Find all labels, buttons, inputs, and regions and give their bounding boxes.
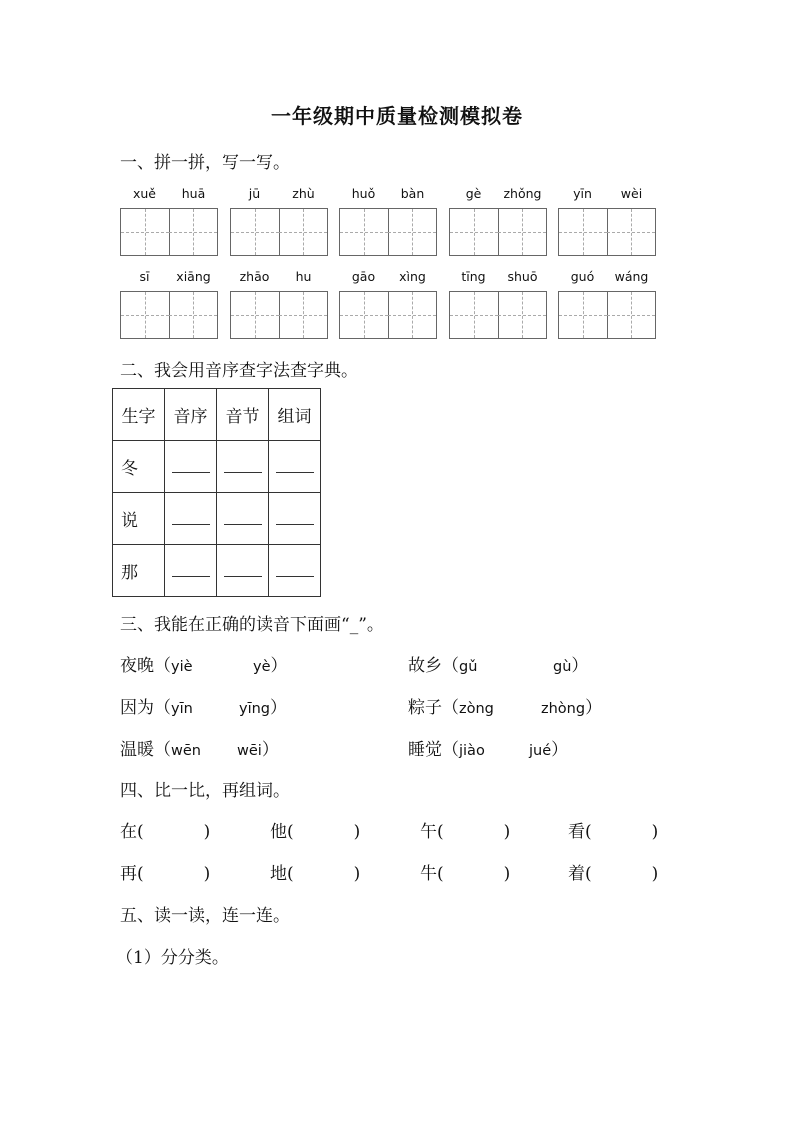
compare-item: [568, 859, 658, 884]
pronunciation-item: [408, 693, 602, 718]
paren-close: ）: [551, 740, 569, 760]
table-row: [113, 493, 321, 545]
pronunciation-item: [408, 651, 588, 676]
answer-cell[interactable]: [217, 545, 269, 597]
item-word: 因为: [120, 698, 154, 718]
paren-open: （: [442, 698, 459, 718]
paren-close: ): [651, 822, 659, 842]
paren-close: ): [503, 822, 511, 842]
answer-cell[interactable]: [269, 493, 321, 545]
pinyin-word: [339, 186, 437, 256]
compare-char: 午: [420, 822, 437, 842]
paren-close: ）: [270, 656, 288, 676]
pinyin-label: jū: [248, 186, 261, 201]
compare-item: [420, 859, 510, 884]
pinyin-label: shuō: [507, 269, 538, 284]
answer-cell[interactable]: [165, 545, 217, 597]
paren-open: (: [287, 864, 294, 884]
writing-grid[interactable]: [230, 291, 328, 339]
paren-close: ）: [261, 740, 279, 760]
paren-open: （: [154, 698, 171, 718]
character-cell: 冬: [113, 441, 165, 493]
pron-option-a[interactable]: yīn: [171, 701, 193, 717]
paren-open: (: [585, 822, 592, 842]
paren-close: ): [503, 864, 511, 884]
paren-open: （: [154, 740, 171, 760]
paren-open: （: [442, 656, 459, 676]
pinyin-label: xìng: [399, 269, 426, 284]
answer-blank[interactable]: [224, 524, 262, 525]
compare-char: 地: [270, 864, 287, 884]
paren-close: ）: [571, 656, 589, 676]
pinyin-word: [120, 269, 218, 339]
answer-cell[interactable]: [217, 441, 269, 493]
pron-option-a[interactable]: gǔ: [459, 659, 478, 675]
writing-grid[interactable]: [558, 291, 656, 339]
pinyin-label: sī: [139, 269, 150, 284]
pinyin-label: zhù: [292, 186, 315, 201]
paren-open: (: [585, 864, 592, 884]
pinyin-label: wèi: [620, 186, 643, 201]
pron-option-a[interactable]: wēn: [171, 743, 201, 759]
item-word: 温暖: [120, 740, 154, 760]
paren-open: (: [137, 864, 144, 884]
paren-close: ): [203, 864, 211, 884]
answer-cell[interactable]: [269, 441, 321, 493]
page-title: 一年级期中质量检测模拟卷: [271, 104, 523, 128]
pronunciation-item: [120, 693, 287, 718]
pinyin-word: [230, 269, 328, 339]
answer-blank[interactable]: [224, 576, 262, 577]
writing-grid[interactable]: [449, 291, 547, 339]
pinyin-row-1: [120, 186, 660, 256]
paren-open: （: [442, 740, 459, 760]
pron-option-b[interactable]: yīng: [239, 701, 271, 717]
pinyin-label: yīn: [573, 186, 592, 201]
table-header-cell: 生字: [113, 389, 165, 441]
pinyin-label: xiāng: [176, 269, 211, 284]
pinyin-word: [558, 186, 656, 256]
character-cell: 说: [113, 493, 165, 545]
pinyin-row-2: [120, 269, 660, 339]
pinyin-word: [449, 269, 547, 339]
pron-option-b[interactable]: wēi: [237, 743, 262, 759]
pinyin-label: gāo: [351, 269, 376, 284]
answer-cell[interactable]: [269, 545, 321, 597]
pinyin-word: [449, 186, 547, 256]
writing-grid[interactable]: [339, 291, 437, 339]
answer-blank[interactable]: [276, 576, 314, 577]
table-header-row: [113, 389, 321, 441]
paren-open: (: [437, 822, 444, 842]
writing-grid[interactable]: [339, 208, 437, 256]
pron-option-a[interactable]: jiào: [459, 743, 485, 759]
answer-cell[interactable]: [217, 493, 269, 545]
table-row: [113, 441, 321, 493]
character-cell: 那: [113, 545, 165, 597]
section-2-heading: 二、我会用音序查字法查字典。: [120, 361, 358, 381]
pron-option-a[interactable]: zòng: [459, 701, 494, 717]
answer-cell[interactable]: [165, 441, 217, 493]
pronunciation-item: [120, 651, 288, 676]
compare-item: [120, 817, 210, 842]
answer-blank[interactable]: [172, 576, 210, 577]
section-3-heading: 三、我能在正确的读音下面画“_”。: [120, 615, 384, 635]
paren-close: ）: [585, 698, 603, 718]
pinyin-label: xuě: [132, 186, 156, 201]
pron-option-b[interactable]: jué: [529, 743, 552, 759]
answer-blank[interactable]: [172, 524, 210, 525]
paren-close: ): [353, 864, 361, 884]
compare-item: [120, 859, 210, 884]
pinyin-label: guó: [570, 269, 595, 284]
table-header-cell: 组词: [269, 389, 321, 441]
pinyin-label: zhāo: [239, 269, 270, 284]
item-word: 故乡: [408, 656, 442, 676]
section-5-heading: 五、读一读，连一连。: [120, 906, 290, 926]
compare-char: 他: [270, 822, 287, 842]
pinyin-word: [339, 269, 437, 339]
pinyin-label: zhǒng: [503, 186, 542, 201]
answer-cell[interactable]: [165, 493, 217, 545]
compare-item: [270, 859, 360, 884]
table-row: [113, 545, 321, 597]
pinyin-word: [230, 186, 328, 256]
compare-char: 牛: [420, 864, 437, 884]
pron-option-b[interactable]: zhòng: [541, 701, 586, 717]
compare-char: 着: [568, 864, 585, 884]
pinyin-label: huā: [181, 186, 206, 201]
writing-grid[interactable]: [230, 208, 328, 256]
table-header-cell: 音节: [217, 389, 269, 441]
compare-char: 看: [568, 822, 585, 842]
item-word: 夜晚: [120, 656, 154, 676]
section-1-heading: 一、拼一拼，写一写。: [120, 153, 290, 173]
answer-blank[interactable]: [172, 472, 210, 473]
pron-option-b[interactable]: yè: [253, 659, 271, 675]
writing-grid[interactable]: [449, 208, 547, 256]
paren-close: ): [353, 822, 361, 842]
answer-blank[interactable]: [224, 472, 262, 473]
item-word: 粽子: [408, 698, 442, 718]
compare-char: 在: [120, 822, 137, 842]
compare-item: [420, 817, 510, 842]
section-4-heading: 四、比一比，再组词。: [120, 781, 290, 801]
pinyin-word: [120, 186, 218, 256]
pronunciation-item: [120, 735, 279, 760]
paren-open: （: [154, 656, 171, 676]
paren-close: ）: [270, 698, 288, 718]
item-word: 睡觉: [408, 740, 442, 760]
pinyin-label: wáng: [614, 269, 649, 284]
pinyin-label: hu: [295, 269, 312, 284]
writing-grid[interactable]: [120, 291, 218, 339]
writing-grid[interactable]: [558, 208, 656, 256]
compare-item: [270, 817, 360, 842]
paren-close: ): [203, 822, 211, 842]
pinyin-word: [558, 269, 656, 339]
pinyin-label: gè: [465, 186, 482, 201]
paren-open: (: [437, 864, 444, 884]
section-5-subheading: （1）分分类。: [116, 948, 229, 968]
answer-blank[interactable]: [276, 472, 314, 473]
table-header-cell: 音序: [165, 389, 217, 441]
pron-option-a[interactable]: yiè: [171, 659, 193, 675]
paren-close: ): [651, 864, 659, 884]
answer-blank[interactable]: [276, 524, 314, 525]
pinyin-label: tīng: [461, 269, 486, 284]
pronunciation-item: [408, 735, 568, 760]
pron-option-b[interactable]: gù: [553, 659, 572, 675]
compare-char: 再: [120, 864, 137, 884]
paren-open: (: [287, 822, 294, 842]
writing-grid[interactable]: [120, 208, 218, 256]
dictionary-table: [112, 388, 321, 597]
compare-item: [568, 817, 658, 842]
paren-open: (: [137, 822, 144, 842]
pinyin-label: huǒ: [351, 186, 376, 201]
pinyin-label: bàn: [400, 186, 425, 201]
